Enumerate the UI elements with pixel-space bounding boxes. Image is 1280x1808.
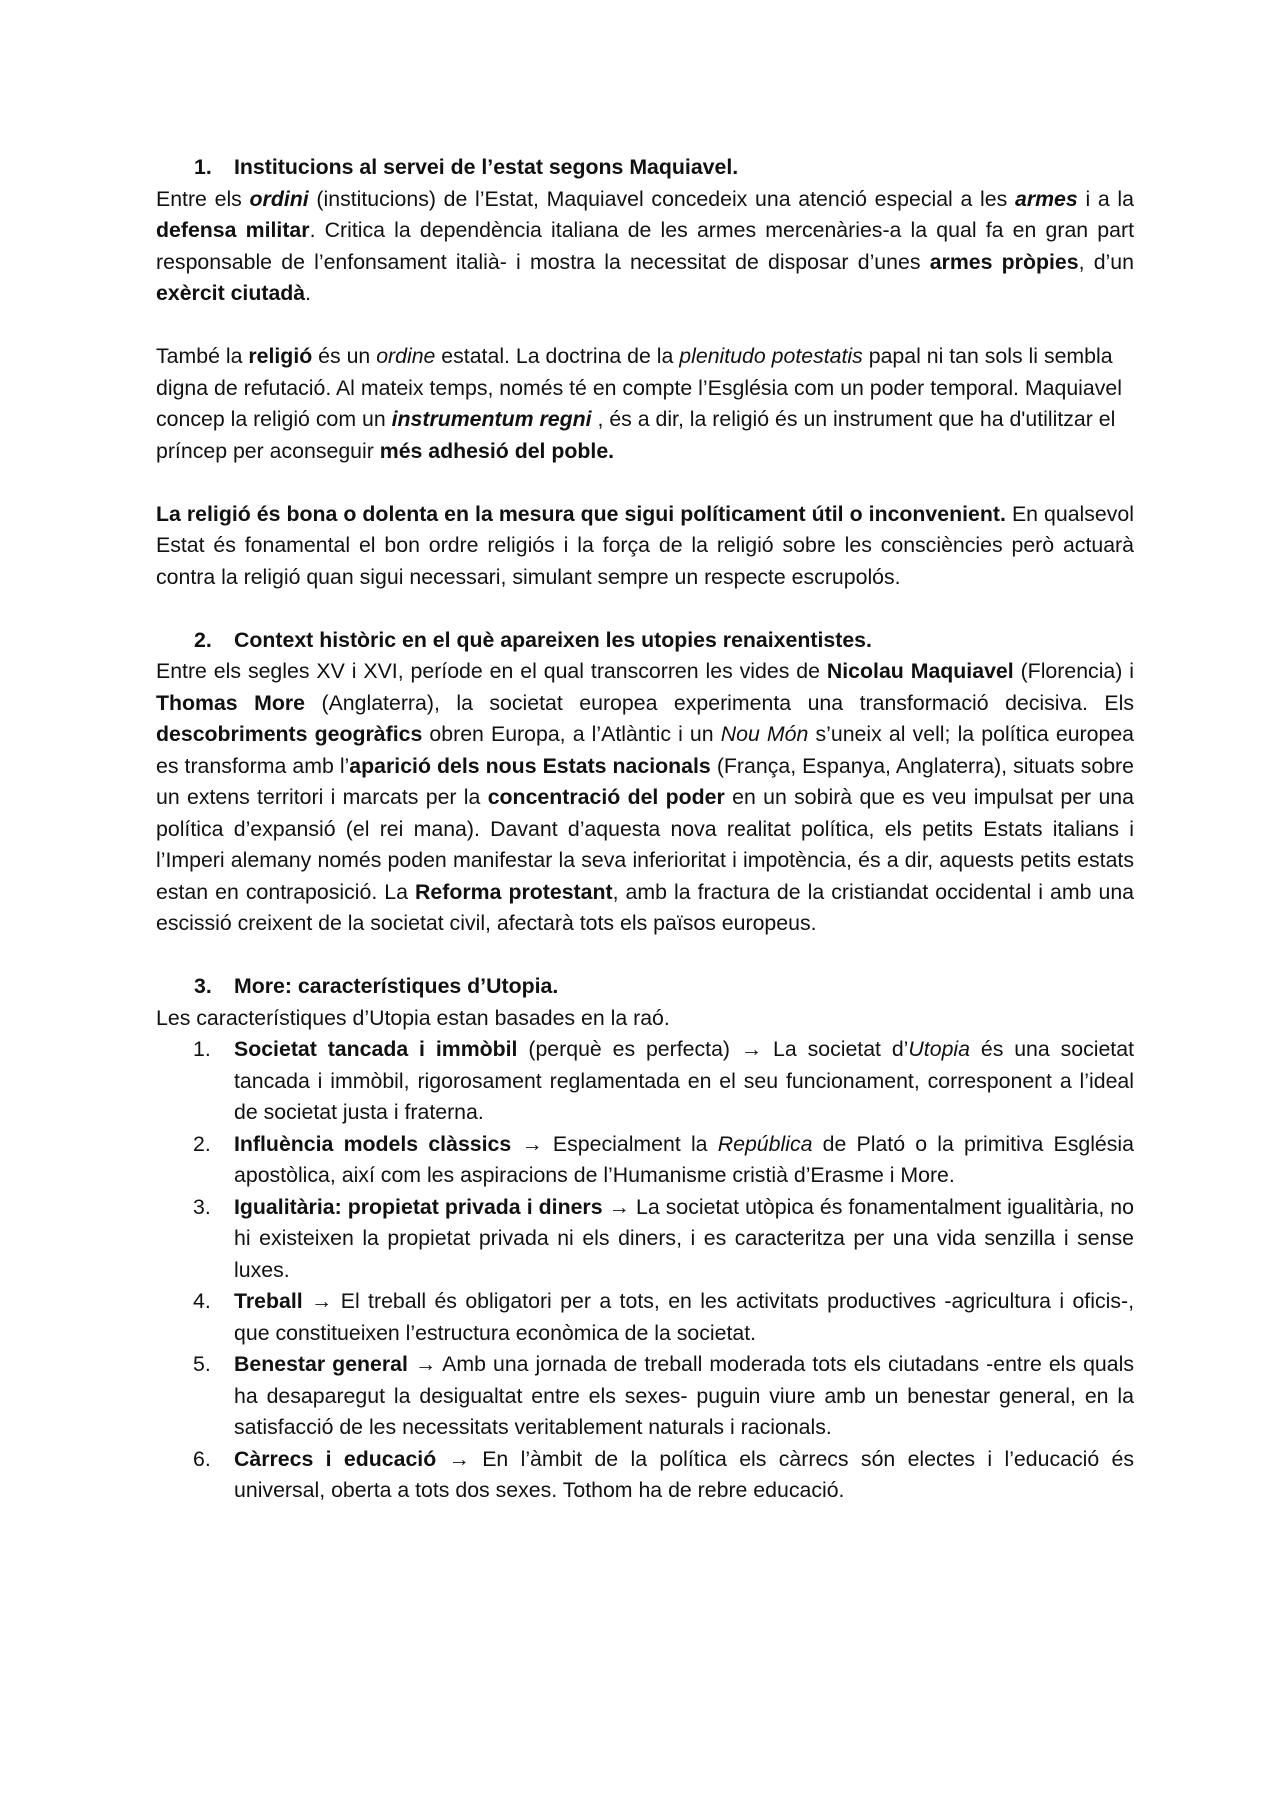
text-run: (França, Espanya, Anglaterra), situats sobre un extens territori i marcats per la	[156, 753, 1134, 809]
text-run: de Plató o la primitiva Església apostòlica, així com les aspiracions de l’Humanisme cristià d’Erasme i More.	[234, 1131, 1134, 1187]
text-run: → El treball és obligatori per a tots, en les activitats productives -agricultura i oficis-, que constitueixen l’estructura econòmica de la societat.	[234, 1289, 1134, 1345]
text-run: descobriments geogràfics	[156, 722, 423, 746]
text-run: armes	[1014, 186, 1078, 211]
list-item-number: 2.	[193, 1131, 211, 1156]
text-run: papal ni tan sols li sembla digna de refutació. Al mateix temps, només té en compte l’Església com un poder temporal. Maquiavel concep la religió com un	[156, 344, 1122, 431]
text-run: exèrcit ciutadà	[156, 281, 306, 305]
text-run: → Especialment la	[511, 1131, 718, 1156]
section-1-heading	[156, 152, 1134, 184]
text-run: La religió és bona o dolenta en la mesura que sigui políticament útil o inconvenient.	[156, 501, 1006, 526]
section-1-paragraph-3	[156, 499, 1134, 594]
list-item	[156, 1192, 1134, 1287]
section-1-paragraph-1	[156, 184, 1134, 310]
text-run: és una societat tancada i immòbil, rigorosament reglamentada en el seu funcionament, corresponent a l’ideal de societat justa i fraterna.	[234, 1037, 1134, 1124]
text-run: Nicolau Maquiavel	[826, 659, 1014, 683]
text-run: ordine	[376, 344, 436, 368]
text-run: Nou Món	[720, 722, 809, 746]
text-run: , amb la fractura de la cristiandat occidental i amb una escissió creixent de la societat civil, afectarà tots els països europeus.	[156, 879, 1135, 935]
text-run: ordini	[249, 186, 309, 211]
section-1-number: 1.	[194, 155, 212, 179]
text-run: També la	[156, 344, 249, 368]
text-run: s’uneix al vell; la política europea es transforma amb l’	[156, 722, 1135, 778]
text-run: armes pròpies	[929, 249, 1079, 274]
text-run: Thomas More	[156, 690, 306, 715]
text-run: Entre els segles XV i XVI, període en el qual transcorren les vides de	[156, 659, 827, 683]
section-2-number: 2.	[194, 627, 212, 652]
list-item-number: 3.	[193, 1194, 211, 1219]
text-run: Càrrecs i educació	[234, 1446, 437, 1471]
text-run: defensa militar	[156, 218, 310, 242]
text-run: → Amb una jornada de treball moderada tots els ciutadans -entre els quals ha desaparegut la desigualtat entre els sexes- puguin viure amb un benestar general, en la satisfacció de les necessitats veritablement naturals i racionals.	[234, 1352, 1134, 1439]
section-2-paragraph-1	[156, 656, 1134, 940]
list-item	[156, 1444, 1134, 1507]
text-run: Societat tancada i immòbil	[234, 1037, 518, 1061]
text-run: , d’un	[1078, 249, 1134, 274]
text-run: (Florencia) i	[1013, 659, 1135, 683]
text-run: Reforma protestant	[415, 879, 613, 904]
text-run: Entre els	[156, 186, 250, 211]
section-3-intro: Les característiques d’Utopia estan basades en la raó.	[156, 1005, 670, 1030]
text-run: concentració del poder	[487, 785, 725, 809]
text-run: → La societat utòpica és fonamentalment igualitària, no hi existeixen la propietat privada ni els diners, i es caracteritza per una vida senzilla i sense luxes.	[234, 1194, 1134, 1282]
text-run: plenitudo potestatis	[679, 344, 863, 368]
text-run: obren Europa, a l’Atlàntic i un	[422, 722, 721, 746]
list-item	[156, 1286, 1134, 1349]
section-2-title: Context històric en el què apareixen les utopies renaixentistes.	[234, 627, 872, 652]
text-run: (institucions) de l’Estat, Maquiavel concedeix una atenció especial a les	[308, 186, 1015, 211]
text-run: → En l’àmbit de la política els càrrecs són electes i l’educació és universal, oberta a tots dos sexes. Tothom ha de rebre educació.	[234, 1446, 1134, 1502]
text-run: instrumentum regni	[391, 407, 592, 431]
text-run: . Critica la dependència italiana de les armes mercenàries-a la qual fa en gran part responsable de l’enfonsament italià- i mostra la necessitat de disposar d’unes	[156, 218, 1134, 274]
text-run: més adhesió del poble.	[379, 438, 615, 463]
text-run: , és a dir, la religió és un instrument que ha d'utilitzar el príncep per aconseguir	[156, 407, 1116, 463]
list-item	[156, 1129, 1134, 1192]
text-run: Igualitària: propietat privada i diners	[234, 1194, 603, 1219]
list-item	[156, 1349, 1134, 1444]
text-run: Treball	[234, 1289, 303, 1313]
section-1-paragraph-2	[156, 341, 1134, 467]
utopia-characteristics-list	[156, 1034, 1134, 1507]
text-run: estatal. La doctrina de la	[435, 344, 680, 368]
section-3-heading	[156, 971, 1134, 1003]
text-run: República	[717, 1131, 813, 1156]
text-run: i a la	[1077, 186, 1134, 211]
list-item-number: 6.	[193, 1446, 211, 1471]
text-run: Influència models clàssics	[234, 1131, 512, 1156]
section-3-title: More: característiques d’Utopia.	[234, 974, 559, 998]
section-1-title: Institucions al servei de l’estat segons Maquiavel.	[234, 155, 739, 179]
section-3-number: 3.	[194, 974, 212, 998]
text-run: és un	[312, 344, 377, 368]
text-run: en un sobirà que es veu impulsat per una política d’expansió (el rei mana). Davant d’aquesta nova realitat política, els petits Estats italians i l’Imperi alemany només poden manifestar la seva inferioritat i impotència, és a dir, aquests petits estats estan en contraposició. La	[156, 785, 1134, 904]
list-item-number: 4.	[193, 1289, 211, 1313]
list-item	[156, 1034, 1134, 1129]
text-run: (perquè es perfecta) → La societat d’	[517, 1037, 909, 1061]
text-run: (Anglaterra), la societat europea experimenta una transformació decisiva. Els	[305, 690, 1134, 715]
text-run: Benestar general	[234, 1352, 408, 1376]
text-run: aparició dels nous Estats nacionals	[349, 753, 711, 778]
section-2-heading	[156, 625, 1134, 657]
text-run: .	[305, 281, 312, 305]
list-item-number: 5.	[193, 1352, 211, 1376]
text-run: Utopia	[908, 1037, 970, 1061]
document-page	[156, 152, 1134, 1507]
text-run: En qualsevol Estat és fonamental el bon ordre religiós i la força de la religió sobre les consciències però actuarà contra la religió quan sigui necessari, simulant sempre un respecte escrupolós.	[156, 501, 1134, 589]
list-item-number: 1.	[193, 1037, 211, 1061]
text-run: religió	[248, 344, 313, 368]
